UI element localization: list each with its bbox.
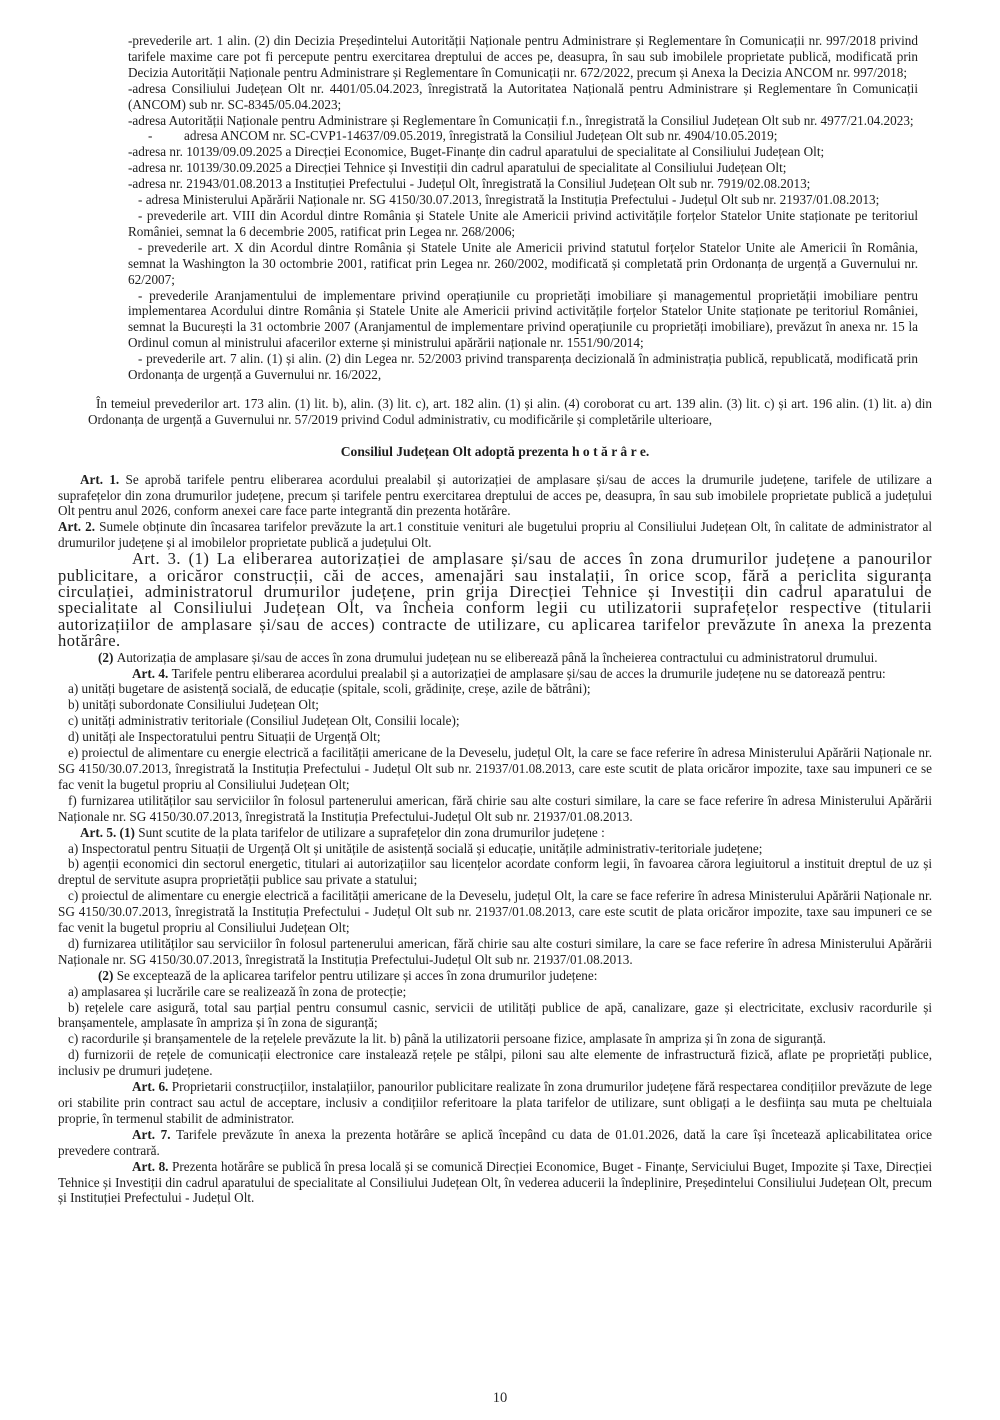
reference-item: -adresa nr. 10139/30.09.2025 a Direcției Tehnice și Investiții din cadrul aparatului de specialitate al Consiliului Județean Olt; [128, 160, 787, 176]
list-item: c) proiectul de alimentare cu energie electrică a facilității americane de la Deveselu, județul Olt, la care se face referire în adresa Ministerului Apărării Naționale nr. SG 4150/30.07.2013, înregistrată la Instituția Prefectului - Județul Olt sub nr. 21937/01.08.2013, care este scutit de plata oricăror impozite, taxe sau impuneri ce se fac venit la bugetul propriu al Consiliului Județean Olt; [58, 888, 932, 936]
articles-section [58, 472, 932, 1207]
article-paragraph: Art. 5. (1) Sunt scutite de la plata tarifelor de utilizare a suprafețelor din zona drumurilor județene : [80, 824, 605, 840]
reference-item: -adresa nr. 21943/01.08.2013 a Instituției Prefectului - Județul Olt, înregistrată la Consiliul Județean Olt sub nr. 7919/02.08.2013; [128, 176, 811, 192]
reference-item: - prevederile art. 7 alin. (1) și alin. (2) din Legea nr. 52/2003 privind transparența decizională în administrația publică, republicată, modificată prin Ordonanța de urgență a Guvernului nr. 16/2022, [128, 351, 918, 383]
list-item: b) agenții economici din sectorul energetic, titulari ai autorizațiilor sau licențelor acordate conform legii, în favoarea cărora legiuitorul a instituit dreptul de uz și dreptul de servitute asupra proprietății publice sau private a statului; [58, 856, 932, 888]
list-item: c) unități administrativ teritoriale (Consiliul Județean Olt, Consilii locale); [68, 713, 460, 729]
article-label: Art. 5. (1) [80, 824, 139, 840]
article-label: Art. 4. [132, 665, 172, 681]
article-label: (2) [98, 967, 117, 983]
list-item: d) furnizarea utilităților sau serviciilor în folosul partenerului american, fără chirie sau alte costuri similare, la care se face referire în adresa Ministerului Apărării Naționale nr. SG 4150/30.07.2013, înregistrată la Instituția Prefectului-Județul Olt sub nr. 21937/01.08.2013. [58, 935, 932, 967]
reference-item: - prevederile art. X din Acordul dintre România și Statele Unite ale Americii privind statutul forțelor Statelor Unite ale Americii în România, semnat la Washington la 30 octombrie 2001, ratificat prin Legea nr. 260/2002, modificată și completată prin Ordonanța de urgență a Guvernului nr. 62/2007; [128, 239, 918, 287]
article-paragraph: Art. 7. Tarifele prevăzute în anexa la prezenta hotărâre se aplică începând cu data de 01.01.2026, dată la care își încetează aplicabilitatea orice prevedere contrară. [58, 1126, 932, 1158]
list-item: b) unități subordonate Consiliului Județean Olt; [68, 697, 319, 713]
reference-item: - adresa ANCOM nr. SC-CVP1-14637/09.05.2019, înregistrată la Consiliul Județean Olt sub nr. 4904/10.05.2019; [128, 128, 918, 144]
adoption-heading: Consiliul Județean Olt adoptă prezenta h o t ă r â r e. [340, 443, 650, 459]
list-item: a) unități bugetare de asistență socială, de educație (spitale, scoli, grădinițe, creșe, azile de bătrâni); [68, 681, 591, 697]
page-number: 10 [492, 1390, 508, 1406]
reference-item: - prevederile Aranjamentului de implementare privind operațiunile cu proprietăți imobiliare și managementul proprietății imobiliare pentru implementarea Acordului dintre România și Statele Unite ale Americii privind activitățile forțelor Statelor Unite staționate pe teritoriul României, semnat la București la 31 octombrie 2007 (Aranjamentul de implementare privind operațiunile cu proprietăți imobiliare), prevăzut în anexa nr. 15 la Ordinul comun al ministrului afacerilor externe și ministrului apărării naționale nr. 1551/90/2014; [128, 287, 918, 351]
references-section [128, 33, 918, 383]
list-item: a) amplasarea și lucrările care se realizează în zona de protecție; [68, 983, 407, 999]
article-label: Art. 2. [58, 519, 100, 535]
list-dash: - [148, 128, 153, 144]
article-label: Art. 6. [132, 1079, 172, 1095]
article-label: Art. 1. [80, 471, 126, 487]
article-paragraph: (2) Se exceptează de la aplicarea tarifelor pentru utilizare și acces în zona drumurilor județene: [98, 967, 598, 983]
list-item: d) unități ale Inspectoratului pentru Situații de Urgență Olt; [68, 729, 381, 745]
reference-item: -adresa Autorității Naționale pentru Administrare și Reglementare în Comunicații f.n., înregistrată la Consiliul Județean Olt sub nr. 4977/21.04.2023; [128, 112, 914, 128]
article-label: Art. 8. [132, 1158, 173, 1174]
reference-item: -adresa Consiliului Județean Olt nr. 4401/05.04.2023, înregistrată la Autoritatea Națională pentru Administrare și Reglementare în Comunicații (ANCOM) sub nr. SC-8345/05.04.2023; [128, 80, 918, 112]
article-label: Art. 7. [132, 1126, 177, 1142]
article-paragraph: Art. 8. Prezenta hotărâre se publică în presa locală și se comunică Direcției Economice, Buget - Finanțe, Serviciului Buget, Impozite și Taxe, Direcției Tehnice și Investiții din cadrul aparatului de specialitate al Consiliului Județean Olt, în vederea aducerii la îndeplinire, Președintelui Consiliului Județean Olt, precum și Instituției Prefectului - Județul Olt. [58, 1158, 932, 1206]
list-item: b) rețelele care asigură, total sau parțial pentru consumul casnic, servicii de utilități publice de apă, canalizare, gaze și electricitate, exclusiv racordurile și branșamentele, amplasate în ampriza și în zona de siguranță; [58, 999, 932, 1031]
article-paragraph: (2) Autorizația de amplasare și/sau de acces în zona drumului județean nu se eliberează până la încheierea contractului cu administratorul drumului. [98, 649, 878, 665]
article-paragraph: Art. 6. Proprietarii construcțiilor, instalațiilor, panourilor publicitare realizate în zona drumurilor județene fără respectarea condițiilor prevăzute de lege ori stabilite prin contract sau actul de acceptare, inclusiv a condițiilor referitoare la plata tarifelor de utilizare, sunt obligați a le desființa sau muta pe cheltuiala proprie, în termenul stabilit de administrator. [58, 1079, 932, 1126]
article-paragraph: Art. 1. Se aprobă tarifele pentru eliberarea acordului prealabil și autorizației de amplasare și/sau de acces la drumurile județene, tarifele de utilizare a suprafețelor din zona drumurilor județene, precum și tarifele pentru exercitarea dreptului de acces pe, deasupra, în sau sub imobilele proprietate publică a județului Olt pentru anul 2026, conform anexei care face parte integrantă din prezenta hotărâre. [58, 471, 932, 519]
reference-item: -adresa nr. 10139/09.09.2025 a Direcției Economice, Buget-Finanțe din cadrul aparatului de specialitate al Consiliului Județean Olt; [128, 144, 825, 160]
article-paragraph: Art. 2. Sumele obținute din încasarea tarifelor prevăzute la art.1 constituie venituri ale bugetului propriu al Consiliului Județean Olt, în calitate de administrator al drumurilor județene și al imobilelor proprietate publică a județului Olt. [58, 519, 932, 551]
reference-item: - adresa Ministerului Apărării Naționale nr. SG 4150/30.07.2013, înregistrată la Instituția Prefectului - Județul Olt sub nr. 21937/01.08.2013; [138, 192, 880, 208]
list-item: f) furnizarea utilităților sau serviciilor în folosul partenerului american, fără chirie sau alte costuri similare, la care se face referire în adresa Ministerului Apărării Naționale nr. SG 4150/30.07.2013, înregistrată la Instituția Prefectului-Județul Olt sub nr. 21937/01.08.2013. [58, 792, 932, 824]
list-item: Art. 3. (1) La eliberarea autorizației de amplasare și/sau de acces în zona drumurilor județene a panourilor publicitare, a oricăror construcții, căi de acces, amenajări sau instalații, în orice scop, fără a periclita siguranța circulației, administratorul drumurilor județene, prin grija Direcției Tehnice și Investiții din cadrul aparatului de specialitate al Consiliului Județean Olt, va încheia conform legii cu utilizatorii suprafețelor respective (titularii autorizațiilor de amplasare și/sau de acces) contracte de utilizare, cu aplicarea tarifelor prevăzute în anexa la prezenta hotărâre. [58, 549, 932, 651]
list-item: e) proiectul de alimentare cu energie electrică a facilității americane de la Deveselu, județul Olt, la care se face referire în adresa Ministerului Apărării Naționale nr. SG 4150/30.07.2013, înregistrată la Instituția Prefectului - Județul Olt sub nr. 21937/01.08.2013, care este scutit de plata oricăror impozite, taxe sau impuneri ce se fac venit la bugetul propriu al Consiliului Județean Olt; [58, 745, 932, 792]
reference-item: - prevederile art. VIII din Acordul dintre România și Statele Unite ale Americii privind activitățile forțelor Statelor Unite staționate pe teritoriul României, semnat la 6 decembrie 2005, ratificat prin Legea nr. 268/2006; [128, 207, 918, 239]
article-paragraph: Art. 4. Tarifele pentru eliberarea acordului prealabil și a autorizației de amplasare și/sau de acces la drumurile județene nu se datorează pentru: [132, 665, 886, 681]
legal-basis-paragraph: În temeiul prevederilor art. 173 alin. (1) lit. b), alin. (3) lit. c), art. 182 alin. (1) și alin. (4) coroborat cu art. 139 alin. (3) lit. c) și art. 196 alin. (1) lit. a) din Ordonanța de urgență a Guvernului nr. 57/2019 privind Codul administrativ, cu modificările și completările ulterioare, [88, 395, 932, 427]
reference-item: -prevederile art. 1 alin. (2) din Decizia Președintelui Autorității Naționale pentru Administrare și Reglementare în Comunicații nr. 997/2018 privind tarifele maxime care pot fi percepute pentru exercitarea dreptului de acces pe, deasupra, în sau sub imobilele proprietate publică, modificată prin Decizia Autorității Naționale pentru Administrare și Reglementare în Comunicații nr. 672/2022, precum și Anexa la Decizia ANCOM nr. 997/2018; [128, 33, 918, 80]
list-item: d) furnizorii de rețele de comunicații electronice care instalează rețele pe stâlpi, piloni sau alte elemente de infrastructură fizică, aflate pe proprietăți publice, inclusiv pe drumuri județene. [58, 1047, 932, 1079]
article-label: (2) [98, 649, 117, 665]
list-item: a) Inspectoratul pentru Situații de Urgență Olt și unitățile de asistență socială și educație, unitățile administrativ-teritoriale județene; [68, 840, 763, 856]
list-item: c) racordurile și branșamentele de la rețelele prevăzute la lit. b) până la utilizatorii persoane fizice, amplasate în ampriza și în zona de siguranță. [68, 1031, 826, 1047]
